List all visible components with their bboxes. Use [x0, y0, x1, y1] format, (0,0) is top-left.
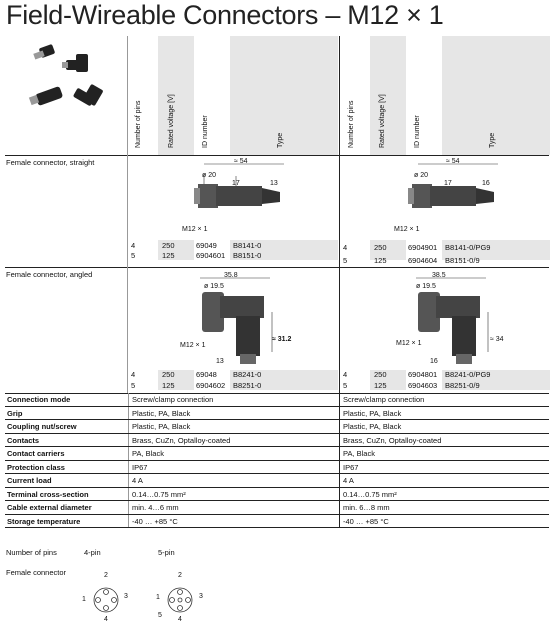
- dim-wrench: 16: [430, 358, 438, 365]
- spec-value-right: Screw/clamp connection: [339, 393, 424, 406]
- pin-label-1: 1: [156, 594, 160, 601]
- dim-wrench-2: 16: [482, 180, 490, 187]
- header-type: Type: [277, 132, 284, 148]
- cell-id: 6904602: [196, 381, 226, 390]
- row-divider: [5, 155, 549, 156]
- dim-wrench-1: 17: [232, 180, 240, 187]
- dim-height: ≈ 31.2: [272, 336, 292, 343]
- spec-value-right: Brass, CuZn, Optalloy-coated: [339, 434, 441, 447]
- pinout-num-pins-label: Number of pins: [6, 548, 57, 557]
- spec-value-left: min. 4…6 mm: [128, 501, 179, 514]
- cell-voltage: 250: [374, 370, 387, 379]
- spec-value-right: -40 … +85 °C: [339, 515, 389, 528]
- pinout-5pin-label: 5-pin: [158, 548, 175, 557]
- spec-value-right: min. 6…8 mm: [339, 501, 390, 514]
- product-photo: [20, 40, 120, 120]
- cell-id: 6904603: [408, 381, 438, 390]
- pin-label-3: 3: [199, 593, 203, 600]
- header-num-pins: Number of pins: [135, 100, 142, 148]
- dim-diameter: ø 19.5: [416, 283, 436, 290]
- cell-pins: 4: [343, 243, 348, 252]
- spec-value-left: IP67: [128, 461, 147, 474]
- spec-row: [5, 434, 549, 448]
- cell-type: B8251-0/9: [445, 381, 480, 390]
- spec-row: [5, 393, 549, 407]
- straight-connector-drawing: [176, 158, 296, 236]
- spec-row: [5, 407, 549, 421]
- spec-label: Coupling nut/screw: [7, 422, 77, 431]
- cell-id: 6904601: [196, 251, 226, 260]
- header-shade: [370, 36, 406, 155]
- dim-diameter: ø 19.5: [204, 283, 224, 290]
- header-divider: [339, 36, 340, 156]
- spec-label: Current load: [7, 476, 52, 485]
- pin-label-1: 1: [82, 596, 86, 603]
- row-divider: [5, 267, 549, 268]
- page-title: Field-Wireable Connectors – M12 × 1: [6, 0, 444, 30]
- cell-id: 6904801: [408, 370, 438, 379]
- pin-label-5: 5: [158, 612, 162, 619]
- cell-pins: 4: [131, 370, 136, 379]
- cell-voltage: 250: [162, 241, 175, 250]
- header-num-pins: Number of pins: [348, 100, 355, 148]
- spec-value-left: 0.14…0.75 mm²: [128, 488, 186, 501]
- spec-label: Contact carriers: [7, 449, 65, 458]
- cell-id: 69048: [196, 370, 217, 379]
- dim-thread: M12 × 1: [396, 340, 422, 347]
- pinout-4pin-label: 4-pin: [84, 548, 101, 557]
- header-rated-voltage: Rated voltage [V]: [379, 94, 386, 148]
- header-shade: [230, 36, 338, 155]
- cell-pins: 5: [343, 381, 348, 390]
- cell-voltage: 250: [162, 370, 175, 379]
- dim-length: 35.8: [224, 272, 238, 279]
- spec-row: [5, 420, 549, 434]
- cell-type: B8151-0: [233, 251, 262, 260]
- cell-pins: 4: [343, 370, 348, 379]
- pin-label-2: 2: [178, 572, 182, 579]
- dim-thread: M12 × 1: [180, 342, 206, 349]
- dim-wrench-1: 17: [444, 180, 452, 187]
- column-divider: [127, 267, 128, 393]
- spec-label: Cable external diameter: [7, 503, 92, 512]
- spec-value-left: Plastic, PA, Black: [128, 407, 190, 420]
- spec-row: [5, 501, 549, 515]
- cell-id: 6904604: [408, 256, 438, 265]
- header-rated-voltage: Rated voltage [V]: [168, 94, 175, 148]
- pin-label-4: 4: [178, 616, 182, 623]
- angled-connector-drawing: [180, 272, 290, 372]
- spec-row: [5, 474, 549, 488]
- dim-diameter: ø 20: [414, 172, 429, 179]
- cell-pins: 5: [131, 251, 136, 260]
- dim-thread: M12 × 1: [182, 226, 208, 233]
- dim-diameter: ø 20: [202, 172, 217, 179]
- header-id-number: ID number: [202, 115, 209, 148]
- pin-label-4: 4: [104, 616, 108, 623]
- cell-type: B8141-0/PG9: [445, 243, 491, 252]
- cell-voltage: 125: [374, 256, 387, 265]
- pinout-4pin-diagram: [86, 580, 126, 620]
- angled-connector-drawing: [396, 272, 506, 372]
- spec-label: Terminal cross-section: [7, 489, 89, 499]
- dim-thread: M12 × 1: [394, 226, 420, 233]
- cell-type: B8251-0: [233, 381, 262, 390]
- spec-value-right: 0.14…0.75 mm²: [339, 488, 397, 501]
- pinout-female-label: Female connector: [6, 568, 67, 577]
- spec-value-left: 4 A: [128, 474, 143, 487]
- header-shade: [442, 36, 550, 155]
- dim-wrench-2: 13: [270, 180, 278, 187]
- cell-id: 69049: [196, 241, 217, 250]
- dim-length: 38.5: [432, 272, 446, 279]
- pin-label-2: 2: [104, 572, 108, 579]
- spec-row: [5, 461, 549, 475]
- cell-pins: 4: [131, 241, 136, 250]
- section-straight-label: Female connector, straight: [6, 158, 95, 167]
- spec-value-right: IP67: [339, 461, 358, 474]
- dim-wrench: 13: [216, 358, 224, 365]
- header-id-number: ID number: [414, 115, 421, 148]
- cell-voltage: 125: [374, 381, 387, 390]
- spec-row: [5, 447, 549, 461]
- spec-value-left: PA, Black: [128, 447, 164, 460]
- cell-type: B8141-0: [233, 241, 262, 250]
- pin-label-3: 3: [124, 593, 128, 600]
- dim-length: ≈ 54: [446, 158, 460, 165]
- spec-label: Connection mode: [7, 395, 71, 404]
- header-type: Type: [489, 132, 496, 148]
- column-divider: [339, 267, 340, 393]
- cell-id: 6904901: [408, 243, 438, 252]
- cell-type: B8241-0: [233, 370, 262, 379]
- section-angled-label: Female connector, angled: [6, 270, 93, 279]
- cell-voltage: 125: [162, 381, 175, 390]
- spec-value-right: Plastic, PA, Black: [339, 420, 401, 433]
- spec-value-right: 4 A: [339, 474, 354, 487]
- dim-length: ≈ 54: [234, 158, 248, 165]
- spec-value-right: PA, Black: [339, 447, 375, 460]
- header-divider: [127, 36, 128, 156]
- cell-voltage: 125: [162, 251, 175, 260]
- spec-value-right: Plastic, PA, Black: [339, 407, 401, 420]
- cell-pins: 5: [131, 381, 136, 390]
- spec-row: [5, 488, 549, 502]
- cell-voltage: 250: [374, 243, 387, 252]
- spec-value-left: Screw/clamp connection: [128, 393, 213, 406]
- cell-pins: 5: [343, 256, 348, 265]
- pinout-5pin-diagram: [160, 580, 200, 620]
- spec-label: Storage temperature: [7, 516, 81, 526]
- cell-type: B8151-0/9: [445, 256, 480, 265]
- spec-value-left: -40 … +85 °C: [128, 515, 178, 528]
- straight-connector-drawing: [390, 158, 510, 236]
- cell-type: B8241-0/PG9: [445, 370, 491, 379]
- spec-label: Contacts: [7, 435, 40, 445]
- spec-value-left: Plastic, PA, Black: [128, 420, 190, 433]
- dim-height: ≈ 34: [490, 336, 504, 343]
- column-divider: [127, 155, 128, 267]
- spec-label: Grip: [7, 408, 23, 418]
- column-divider: [339, 155, 340, 267]
- spec-label: Protection class: [7, 462, 65, 472]
- spec-value-left: Brass, CuZn, Optalloy-coated: [128, 434, 230, 447]
- spec-row: [5, 515, 549, 529]
- header-shade: [158, 36, 194, 155]
